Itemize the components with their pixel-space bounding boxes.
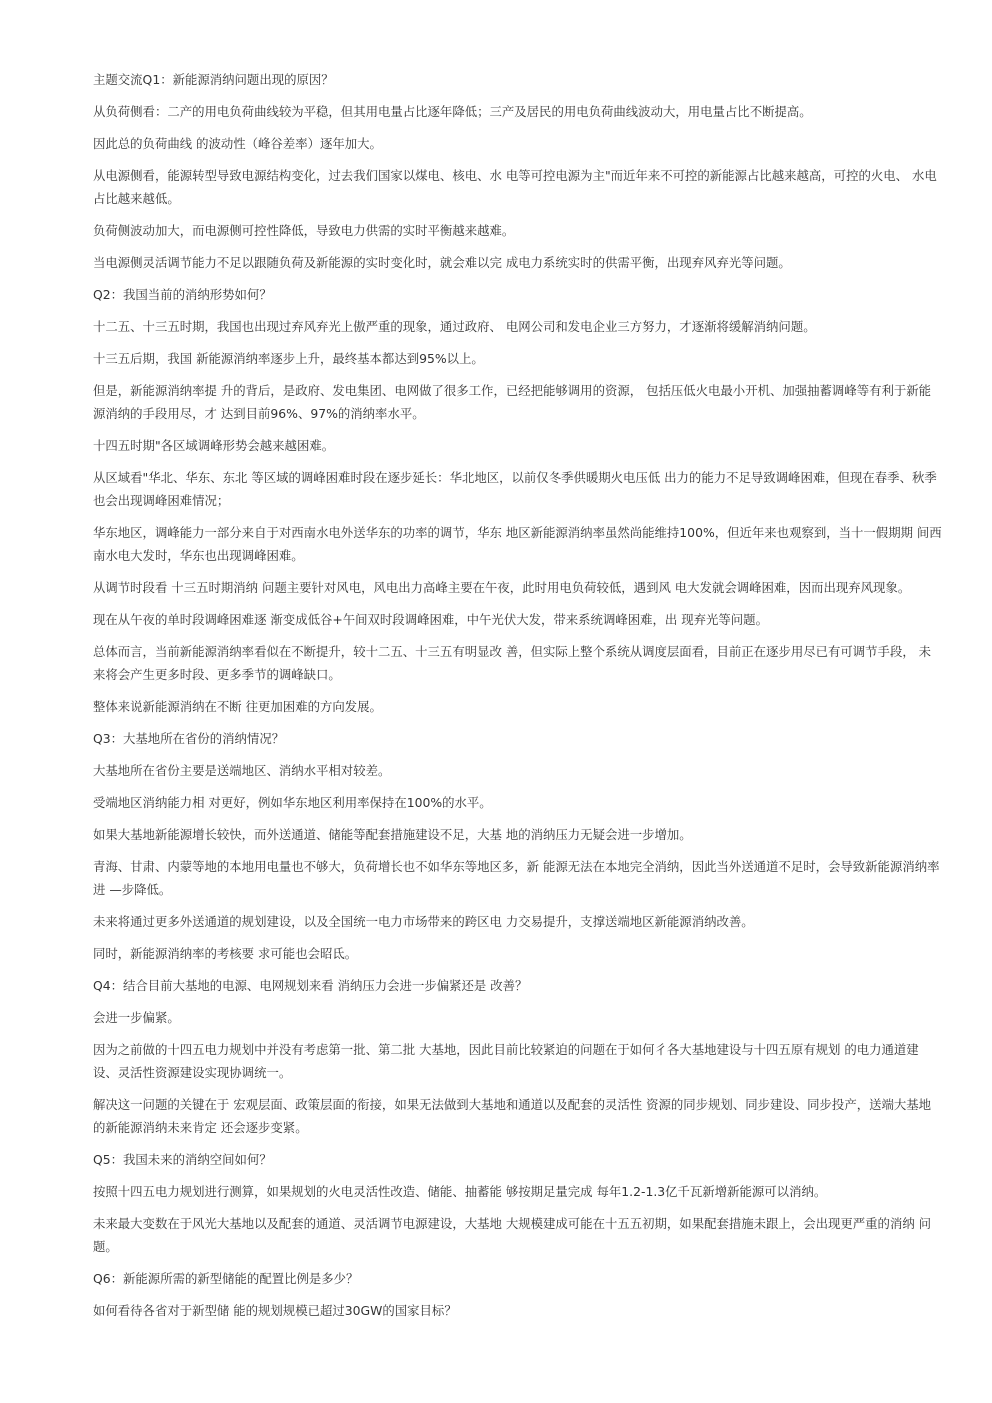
paragraph: 如何看待各省对于新型储 能的规划规模已超过30GW的国家目标？ [93, 1303, 457, 1318]
paragraph: 负荷侧波动加大，而电源侧可控性降低，导致电力供需的实时平衡越来越难。 [93, 223, 515, 238]
heading-q1: 主题交流Q1：新能源消纳问题出现的原因？ [93, 72, 334, 87]
heading-q6: Q6：新能源所需的新型储能的配置比例是多少？ [93, 1271, 359, 1286]
paragraph: 十二五、十三五时期，我国也出现过弃风弃光上傲严重的现象，通过政府、 电网公司和发电企业三方努力，才逐渐将缓解消纳问题。 [93, 319, 816, 334]
paragraph: 同时，新能源消纳率的考核要 求可能也会昭氐。 [93, 946, 358, 961]
paragraph: 现在从午夜的单时段调峰困难逐 渐变成低谷+午间双时段调峰困难，中午光伏大发，带来系统调峰困难，出 现弃光等问题。 [93, 612, 768, 627]
heading-q3: Q3：大基地所在省份的消纳情况？ [93, 731, 285, 746]
heading-q5: Q5：我国未来的消纳空间如何？ [93, 1152, 272, 1167]
paragraph: 十四五时期"各区域调峰形势会越来越困难。 [93, 438, 335, 453]
paragraph: 整体来说新能源消纳在不断 往更加困难的方向发展。 [93, 699, 382, 714]
paragraph: 华东地区，调峰能力一部分来自于对西南水电外送华东的功率的调节，华东 地区新能源消纳率虽然尚能维持100%，但近年来也观察到，当十一假期期 间西南水电大发时，华东也出现调峰困难。 [93, 525, 942, 563]
paragraph: 从负荷侧看：二产的用电负荷曲线较为平稳，但其用电量占比逐年降低；三产及居民的用电负荷曲线波动大，用电量占比不断提高。 [93, 104, 812, 119]
paragraph: 总体而言，当前新能源消纳率看似在不断提升，较十二五、十三五有明显改 善，但实际上整个系统从调度层面看，目前正在逐步用尽已有可调节手段， 未来将会产生更多时段、更多季节的调峰缺口。 [93, 644, 932, 682]
paragraph: 受端地区消纳能力相 对更好，例如华东地区利用率保持在100%的水平。 [93, 795, 492, 810]
paragraph: 当电源侧灵活调节能力不足以跟随负荷及新能源的实时变化时，就会难以完 成电力系统实时的供需平衡，出现弃风弃光等问题。 [93, 255, 791, 270]
paragraph: 大基地所在省份主要是送端地区、消纳水平相对较差。 [93, 763, 391, 778]
paragraph: 因为之前做的十四五电力规划中并没有考虑第一批、第二批 大基地，因此目前比较紧迫的问题在于如何彳各大基地建设与十四五原有规划 的电力通道建设、灵活性资源建设实现协调统一。 [93, 1042, 919, 1080]
paragraph: 会进一步偏紧。 [93, 1010, 180, 1025]
document-body [93, 68, 943, 1331]
paragraph: 如果大基地新能源增长较快，而外送通道、储能等配套措施建设不足，大基 地的消纳压力无疑会进一步增加。 [93, 827, 692, 842]
paragraph: 但是，新能源消纳率提 升的背后，是政府、发电集团、电网做了很多工作，已经把能够调用的资源， 包括压低火电最小开机、加强抽蓄调峰等有利于新能源消纳的手段用尽，才 达到目前96%、97%的消纳率水平。 [93, 383, 932, 421]
heading-q2: Q2：我国当前的消纳形势如何？ [93, 287, 272, 302]
heading-q4: Q4：结合目前大基地的电源、电网规划来看 消纳压力会进一步偏紧还是 改善？ [93, 978, 528, 993]
paragraph: 按照十四五电力规划进行测算，如果规划的火电灵活性改造、储能、抽蓄能 够按期足量完成 每年1.2-1.3亿千瓦新增新能源可以消纳。 [93, 1184, 827, 1199]
paragraph: 未来将通过更多外送通道的规划建设，以及全国统一电力市场带来的跨区电 力交易提升，支撑送端地区新能源消纳改善。 [93, 914, 754, 929]
paragraph: 解决这一问题的关键在于 宏观层面、政策层面的衔接，如果无法做到大基地和通道以及配套的灵活性 资源的同步规划、同步建设、同步投产，送端大基地的新能源消纳未来肯定 还会逐步变紧。 [93, 1097, 932, 1135]
paragraph: 从电源侧看，能源转型导致电源结构变化，过去我们国家以煤电、核电、水 电等可控电源为主"而近年来不可控的新能源占比越来越高，可控的火电、 水电占比越来越低。 [93, 168, 937, 206]
paragraph: 青海、甘肃、内蒙等地的本地用电量也不够大，负荷增长也不如华东等地区多，新 能源无法在本地完全消纳，因此当外送通道不足时，会导致新能源消纳率进 —步降低。 [93, 859, 940, 897]
paragraph: 未来最大变数在于风光大基地以及配套的通道、灵活调节电源建设，大基地 大规模建成可能在十五五初期，如果配套措施未跟上，会出现更严重的消纳 问题。 [93, 1216, 932, 1254]
paragraph: 从调节时段看 十三五时期消纳 问题主要针对风电，风电出力高峰主要在午夜，此时用电负荷较低，遇到风 电大发就会调峰困难，因而出现弃风现象。 [93, 580, 911, 595]
paragraph: 十三五后期，我国 新能源消纳率逐步上升，最终基本都达到95%以上。 [93, 351, 484, 366]
paragraph: 从区域看"华北、华东、东北 等区域的调峰困难时段在逐步延长：华北地区，以前仅冬季供暖期火电压低 出力的能力不足导致调峰困难，但现在春季、秋季也会出现调峰困难情况； [93, 470, 937, 508]
paragraph: 因此总的负荷曲线 的波动性（峰谷差率）逐年加大。 [93, 136, 382, 151]
